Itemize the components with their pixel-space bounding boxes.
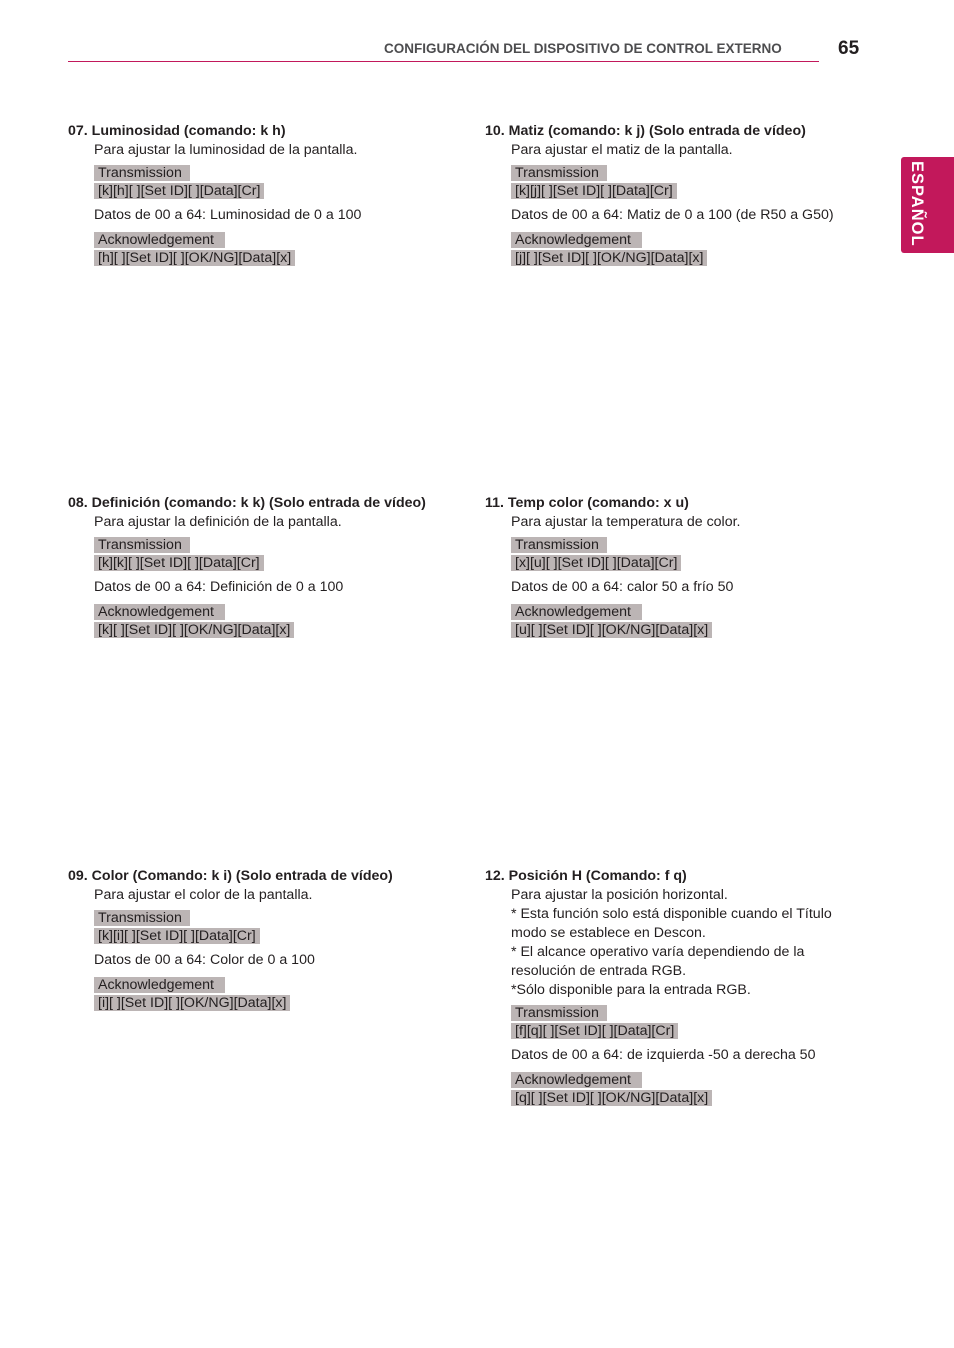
- data-range: Datos de 00 a 64: Color de 0 a 100: [94, 952, 315, 968]
- section-title: 11. Temp color (comando: x u): [485, 495, 689, 511]
- section-08: [68, 494, 468, 639]
- section-description: Para ajustar el color de la pantalla.: [94, 887, 313, 903]
- data-range: Datos de 00 a 64: calor 50 a frío 50: [511, 579, 734, 595]
- page-number: 65: [838, 38, 860, 59]
- ack-command: [k][ ][Set ID][ ][OK/NG][Data][x]: [94, 622, 294, 638]
- ack-label: Acknowledgement: [511, 232, 642, 248]
- transmission-command: [k][i][ ][Set ID][ ][Data][Cr]: [94, 928, 260, 944]
- transmission-label: Transmission: [94, 165, 190, 181]
- section-10: [485, 122, 885, 267]
- transmission-label: Transmission: [511, 537, 607, 553]
- section-title: 12. Posición H (Comando: f q): [485, 868, 687, 884]
- data-range: Datos de 00 a 64: Definición de 0 a 100: [94, 579, 344, 595]
- section-description: Para ajustar la definición de la pantalla.: [94, 514, 342, 530]
- ack-command: [q][ ][Set ID][ ][OK/NG][Data][x]: [511, 1090, 712, 1106]
- transmission-label: Transmission: [94, 910, 190, 926]
- chapter-title: CONFIGURACIÓN DEL DISPOSITIVO DE CONTROL EXTERNO: [384, 41, 782, 56]
- section-09: [68, 867, 468, 1012]
- section-description: Para ajustar la luminosidad de la pantalla.: [94, 142, 358, 158]
- language-tab: [901, 157, 954, 253]
- ack-command: [u][ ][Set ID][ ][OK/NG][Data][x]: [511, 622, 712, 638]
- ack-label: Acknowledgement: [94, 232, 225, 248]
- section-title: 07. Luminosidad (comando: k h): [68, 123, 286, 139]
- ack-label: Acknowledgement: [94, 977, 225, 993]
- ack-command: [i][ ][Set ID][ ][OK/NG][Data][x]: [94, 995, 290, 1011]
- section-description: Para ajustar el matiz de la pantalla.: [511, 142, 733, 158]
- section-description: Para ajustar la posición horizontal.: [511, 887, 728, 903]
- transmission-command: [k][h][ ][Set ID][ ][Data][Cr]: [94, 183, 264, 199]
- section-title: 09. Color (Comando: k i) (Solo entrada de vídeo): [68, 868, 393, 884]
- data-range: Datos de 00 a 64: Matiz de 0 a 100 (de R50 a G50): [511, 207, 834, 223]
- data-range: Datos de 00 a 64: Luminosidad de 0 a 100: [94, 207, 362, 223]
- transmission-label: Transmission: [94, 537, 190, 553]
- note-operating-range: * El alcance operativo varía dependiendo de la resolución de entrada RGB.: [511, 944, 805, 979]
- section-11: [485, 494, 885, 639]
- section-12: [485, 867, 885, 1107]
- section-title: 10. Matiz (comando: k j) (Solo entrada de vídeo): [485, 123, 806, 139]
- ack-command: [j][ ][Set ID][ ][OK/NG][Data][x]: [511, 250, 707, 266]
- transmission-label: Transmission: [511, 165, 607, 181]
- transmission-command: [k][k][ ][Set ID][ ][Data][Cr]: [94, 555, 264, 571]
- ack-label: Acknowledgement: [511, 1072, 642, 1088]
- transmission-command: [x][u][ ][Set ID][ ][Data][Cr]: [511, 555, 681, 571]
- section-title: 08. Definición (comando: k k) (Solo entrada de vídeo): [68, 495, 426, 511]
- transmission-label: Transmission: [511, 1005, 607, 1021]
- header-divider: [68, 61, 819, 62]
- language-tab-label: ESPAÑOL: [908, 161, 926, 247]
- ack-command: [h][ ][Set ID][ ][OK/NG][Data][x]: [94, 250, 295, 266]
- ack-label: Acknowledgement: [94, 604, 225, 620]
- transmission-command: [f][q][ ][Set ID][ ][Data][Cr]: [511, 1023, 678, 1039]
- section-07: [68, 122, 468, 267]
- section-description: Para ajustar la temperatura de color.: [511, 514, 741, 530]
- note-title-mode: * Esta función solo está disponible cuando el Título modo se establece en Descon.: [511, 906, 832, 941]
- data-range: Datos de 00 a 64: de izquierda -50 a derecha 50: [511, 1047, 816, 1063]
- transmission-command: [k][j][ ][Set ID][ ][Data][Cr]: [511, 183, 677, 199]
- ack-label: Acknowledgement: [511, 604, 642, 620]
- note-rgb-only: *Sólo disponible para la entrada RGB.: [511, 982, 751, 998]
